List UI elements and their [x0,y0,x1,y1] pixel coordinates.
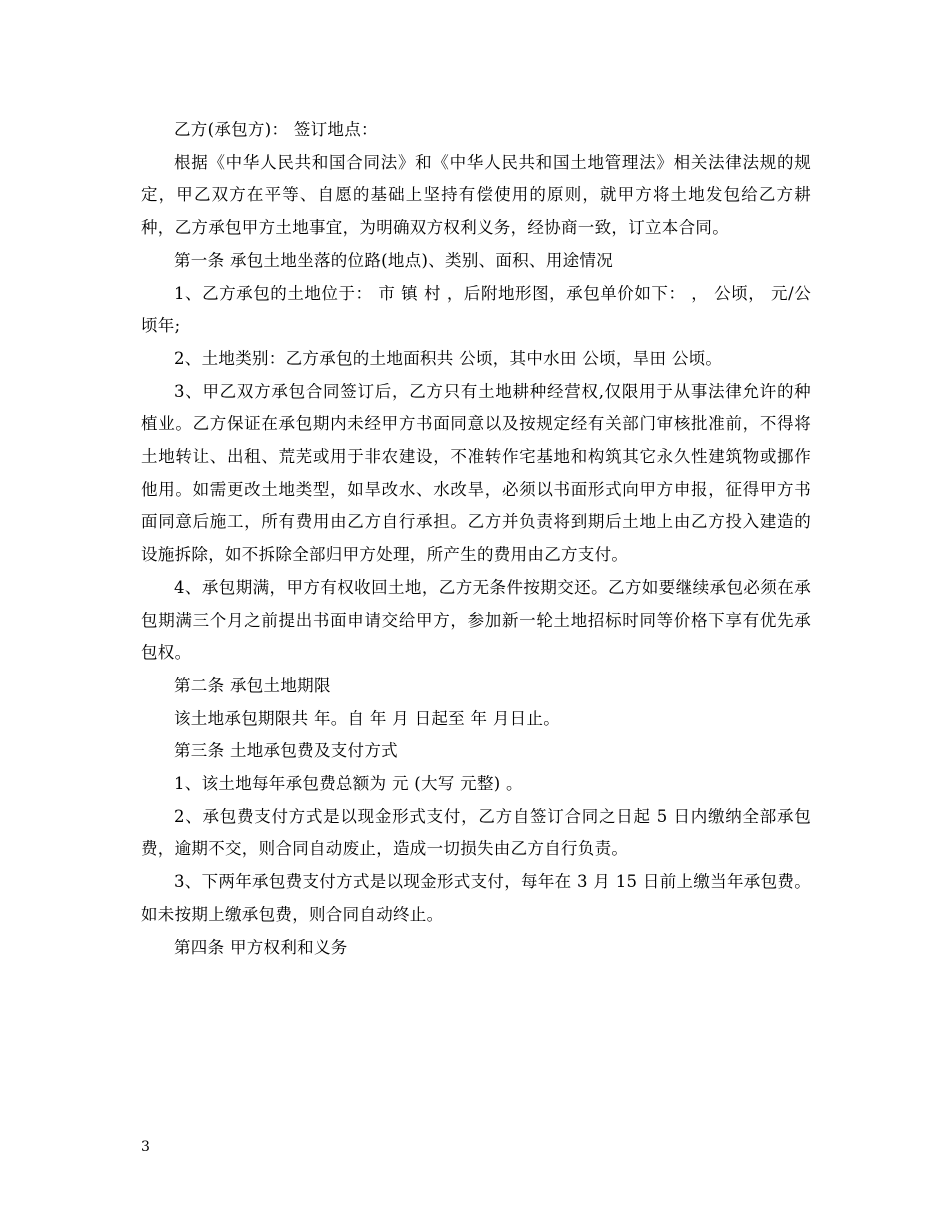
page-number: 3 [141,1139,150,1155]
article-3-clause-3: 3、下两年承包费支付方式是以现金形式支付，每年在 3 月 15 日前上缴当年承包费。如未按期上缴承包费，则合同自动终止。 [141,872,811,924]
party-b-line: 乙方(承包方)： 签订地点： [174,120,378,139]
article-1-clause-4: 4、承包期满，甲方有权收回土地，乙方无条件按期交还。乙方如要继续承包必须在承包期满三个月之前提出书面申请交给甲方，参加新一轮土地招标时同等价格下享有优先承包权。 [141,577,811,663]
article-4-heading: 第四条 甲方权利和义务 [174,937,348,957]
article-1-heading: 第一条 承包土地坐落的位路(地点)、类别、面积、用途情况 [174,250,614,270]
article-1-clause-3: 3、甲乙双方承包合同签订后，乙方只有土地耕种经营权,仅限用于从事法律允许的种植业。乙方保证在承包期内未经甲方书面同意以及按规定经有关部门审核批准前，不得将土地转让、出租、荒芜或用于非农建设，不准转作宅基地和构筑其它永久性建筑物或挪作他用。如需更改土地类型，如旱改水、水改旱，必须以书面形式向甲方申报，征得甲方书面同意后施工，所有费用由乙方自行承担。乙方并负责将到期后土地上由乙方投入建造的设施拆除，如不拆除全部归甲方处理，所产生的费用由乙方支付。 [141,381,811,565]
preamble-paragraph: 根据《中华人民共和国合同法》和《中华人民共和国土地管理法》相关法律法规的规定，甲乙双方在平等、自愿的基础上坚持有偿使用的原则，就甲方将土地发包给乙方耕种，乙方承包甲方土地事宜，为明确双方权利义务，经协商一致，订立本合同。 [141,152,811,238]
article-1-clause-2: 2、土地类别：乙方承包的土地面积共 公顷，其中水田 公顷，旱田 公顷。 [174,348,723,368]
article-2-term: 该土地承包期限共 年。自 年 月 日起至 年 月日止。 [174,708,561,728]
article-3-clause-2: 2、承包费支付方式是以现金形式支付，乙方自签订合同之日起 5 日内缴纳全部承包费，逾期不交，则合同自动废止，造成一切损失由乙方自行负责。 [141,806,811,859]
article-2-heading: 第二条 承包土地期限 [174,675,331,695]
article-1-clause-1: 1、乙方承包的土地位于： 市 镇 村 ，后附地形图，承包单价如下： ， 公顷， 元/公顷年; [141,283,811,336]
article-3-clause-1: 1、该土地每年承包费总额为 元 (大写 元整) 。 [174,774,523,794]
article-3-heading: 第三条 土地承包费及支付方式 [174,741,398,761]
document-body [141,114,811,964]
